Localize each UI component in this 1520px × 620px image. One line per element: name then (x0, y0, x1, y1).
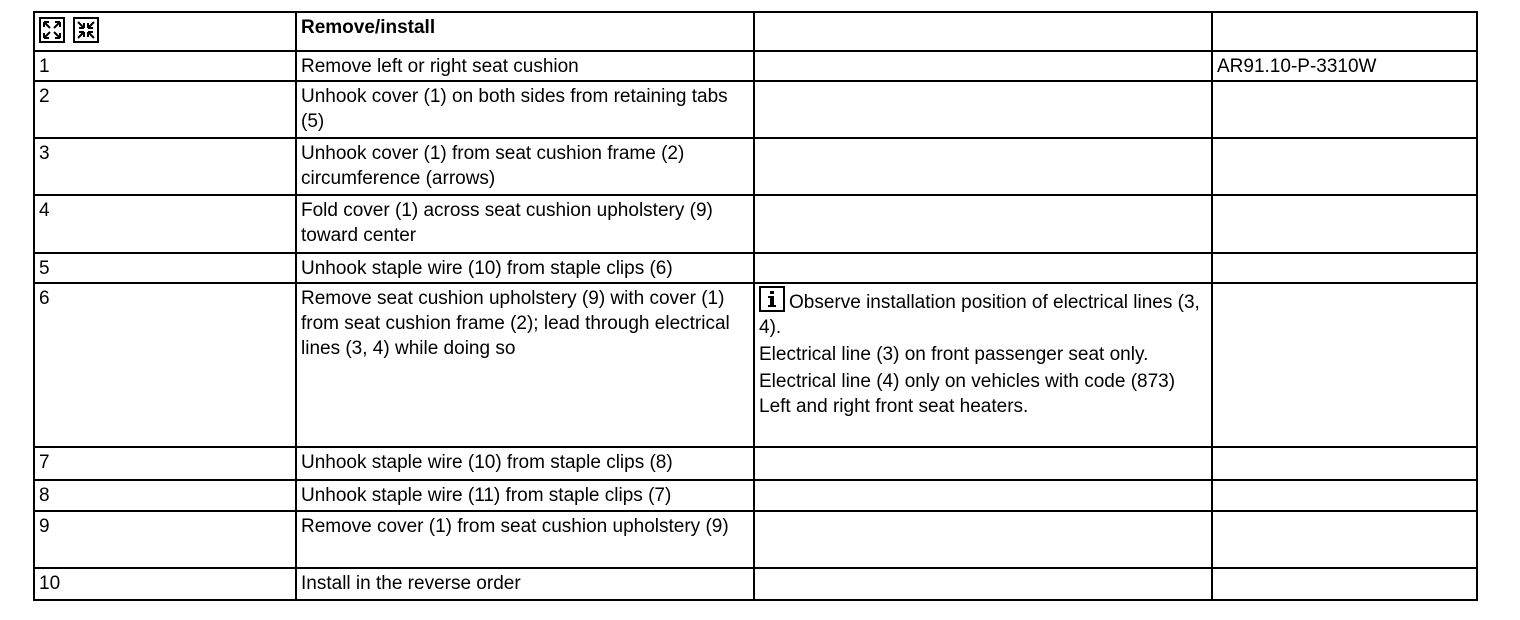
step-notes (754, 81, 1212, 138)
table-row (34, 568, 1477, 600)
info-icon (759, 286, 785, 312)
step-reference (1212, 195, 1477, 253)
step-reference (1212, 447, 1477, 480)
step-number: 6 (34, 283, 296, 447)
step-reference (1212, 253, 1477, 283)
header-reference-cell (1212, 12, 1477, 51)
step-reference (1212, 511, 1477, 568)
table-row (34, 195, 1477, 253)
step-reference (1212, 283, 1477, 447)
step-notes (754, 283, 1212, 447)
step-notes (754, 195, 1212, 253)
table-row (34, 138, 1477, 195)
header-notes-cell (754, 12, 1212, 51)
step-notes (754, 568, 1212, 600)
step-action: Remove seat cushion upholstery (9) with cover (1) from seat cushion frame (2); lead through electrical lines (3, 4) while doing so (296, 283, 754, 447)
step-action: Unhook staple wire (10) from staple clips (6) (296, 253, 754, 283)
note-observe (759, 286, 1207, 340)
step-action: Remove left or right seat cushion (296, 51, 754, 81)
step-number: 1 (34, 51, 296, 81)
table-row (34, 511, 1477, 568)
step-number: 2 (34, 81, 296, 138)
table-row (34, 81, 1477, 138)
step-notes (754, 511, 1212, 568)
page-title: Remove/install (301, 17, 436, 38)
note-front-passenger: Electrical line (3) on front passenger seat only. (759, 344, 1149, 365)
step-action: Unhook staple wire (10) from staple clips (8) (296, 447, 754, 480)
collapse-icon[interactable] (73, 17, 99, 43)
step-number: 8 (34, 480, 296, 511)
step-notes (754, 480, 1212, 511)
expand-icon[interactable] (39, 17, 65, 43)
step-number: 5 (34, 253, 296, 283)
step-reference (1212, 81, 1477, 138)
step-number: 9 (34, 511, 296, 568)
step-number: 4 (34, 195, 296, 253)
step-notes (754, 447, 1212, 480)
step-notes (754, 253, 1212, 283)
procedure-table (33, 11, 1478, 601)
step-action: Fold cover (1) across seat cushion upholstery (9) toward center (296, 195, 754, 253)
table-row (34, 51, 1477, 81)
note-seat-heaters: Electrical line (4) only on vehicles with code (873) Left and right front seat heaters. (759, 371, 1176, 417)
note-text: Observe installation position of electrical lines (3, 4). (759, 292, 1200, 338)
step-reference-link[interactable]: AR91.10-P-3310W (1212, 51, 1477, 81)
step-notes (754, 51, 1212, 81)
step-reference (1212, 138, 1477, 195)
table-row (34, 480, 1477, 511)
table-row (34, 283, 1477, 447)
step-reference (1212, 568, 1477, 600)
step-action: Unhook cover (1) from seat cushion frame (2) circumference (arrows) (296, 138, 754, 195)
table-row (34, 253, 1477, 283)
table-row (34, 447, 1477, 480)
header-title-cell (296, 12, 754, 51)
step-number: 7 (34, 447, 296, 480)
step-number: 3 (34, 138, 296, 195)
header-row (34, 12, 1477, 51)
step-action: Unhook staple wire (11) from staple clips (7) (296, 480, 754, 511)
header-icons-cell (34, 12, 296, 51)
step-notes (754, 138, 1212, 195)
step-action: Unhook cover (1) on both sides from retaining tabs (5) (296, 81, 754, 138)
step-action: Install in the reverse order (296, 568, 754, 600)
step-reference (1212, 480, 1477, 511)
step-number: 10 (34, 568, 296, 600)
step-action: Remove cover (1) from seat cushion upholstery (9) (296, 511, 754, 568)
